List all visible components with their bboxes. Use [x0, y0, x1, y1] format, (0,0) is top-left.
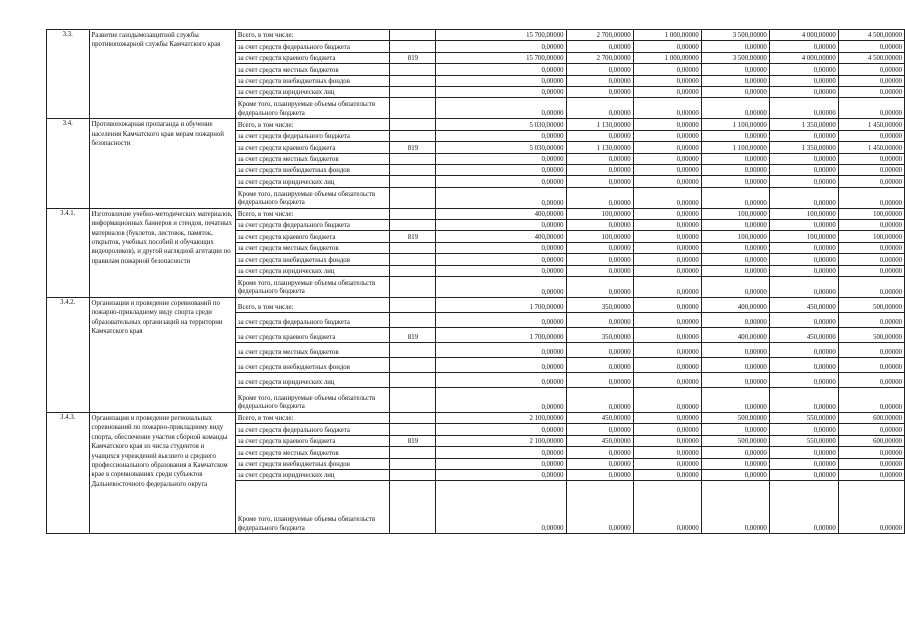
- budget-code: [390, 75, 436, 86]
- amount-cell: 0,00000: [436, 220, 566, 231]
- amount-cell: 0,00000: [566, 98, 633, 119]
- amount-cell: 0,00000: [436, 41, 566, 52]
- budget-code: 819: [390, 52, 436, 63]
- amount-cell: 3 500,00000: [701, 52, 769, 63]
- funding-source-label: за счет средств внебюджетных фондов: [235, 254, 390, 265]
- budget-code: [390, 86, 436, 97]
- funding-source-label: за счет средств юридических лиц: [235, 469, 390, 480]
- amount-cell: 0,00000: [769, 98, 838, 119]
- amount-cell: 0,00000: [436, 424, 566, 435]
- amount-cell: 0,00000: [633, 469, 701, 480]
- amount-cell: 0,00000: [701, 187, 769, 208]
- amount-cell: 0,00000: [566, 75, 633, 86]
- amount-cell: 600,00000: [838, 435, 904, 446]
- amount-cell: 0,00000: [701, 220, 769, 231]
- item-name: Организация и проведение региональных соревнований по пожарно-прикладному виду спорта, обеспечение участия сборной команды Камчатского края из числа студентов и учащихся учреждений высшего и среднего профессионального образования в Камчатском крае в соревнованиях среди субъектов Дальневосточного федерального округа: [89, 413, 235, 534]
- amount-cell: 0,00000: [436, 153, 566, 164]
- amount-cell: 0,00000: [838, 75, 904, 86]
- item-number: 3.4.: [47, 119, 90, 208]
- amount-cell: 15 700,00000: [436, 30, 566, 41]
- amount-cell: 0,00000: [701, 153, 769, 164]
- budget-code: [390, 187, 436, 208]
- amount-cell: 0,00000: [566, 458, 633, 469]
- amount-cell: 0,00000: [701, 64, 769, 75]
- amount-cell: 0,00000: [838, 86, 904, 97]
- amount-cell: 0,00000: [566, 358, 633, 373]
- amount-cell: 0,00000: [633, 164, 701, 175]
- amount-cell: 0,00000: [633, 373, 701, 388]
- amount-cell: 0,00000: [701, 98, 769, 119]
- budget-code: 819: [390, 328, 436, 343]
- amount-cell: 0,00000: [838, 130, 904, 141]
- amount-cell: 0,00000: [701, 481, 769, 534]
- amount-cell: 4 000,00000: [769, 30, 838, 41]
- funding-source-label: за счет средств краевого бюджета: [235, 52, 390, 63]
- amount-cell: 0,00000: [769, 153, 838, 164]
- amount-cell: 0,00000: [838, 187, 904, 208]
- item-number: 3.4.2.: [47, 298, 90, 413]
- amount-cell: 0,00000: [436, 64, 566, 75]
- budget-code: [390, 242, 436, 253]
- budget-code: [390, 41, 436, 52]
- amount-cell: 0,00000: [436, 75, 566, 86]
- amount-cell: 0,00000: [769, 41, 838, 52]
- budget-code: [390, 30, 436, 41]
- amount-cell: 0,00000: [633, 254, 701, 265]
- funding-source-label: за счет средств местных бюджетов: [235, 64, 390, 75]
- funding-source-label: за счет средств юридических лиц: [235, 86, 390, 97]
- budget-code: [390, 313, 436, 328]
- funding-source-label: за счет средств юридических лиц: [235, 176, 390, 187]
- amount-cell: 0,00000: [769, 424, 838, 435]
- budget-code: 819: [390, 142, 436, 153]
- amount-cell: 1 700,00000: [436, 328, 566, 343]
- funding-source-label: за счет средств краевого бюджета: [235, 142, 390, 153]
- amount-cell: 0,00000: [838, 373, 904, 388]
- amount-cell: 0,00000: [566, 447, 633, 458]
- budget-table: [46, 29, 905, 534]
- amount-cell: 550,00000: [769, 435, 838, 446]
- amount-cell: 0,00000: [436, 98, 566, 119]
- funding-source-label: за счет средств юридических лиц: [235, 265, 390, 276]
- amount-cell: 0,00000: [566, 388, 633, 413]
- amount-cell: 0,00000: [838, 343, 904, 358]
- amount-cell: 1 130,00000: [566, 119, 633, 130]
- amount-cell: 450,00000: [769, 298, 838, 313]
- item-number: 3.3.: [47, 30, 90, 119]
- budget-code: [390, 130, 436, 141]
- funding-source-label: Кроме того, планируемые объемы обязательств федерального бюджета: [235, 388, 390, 413]
- amount-cell: 0,00000: [633, 98, 701, 119]
- amount-cell: 0,00000: [633, 119, 701, 130]
- amount-cell: 0,00000: [769, 130, 838, 141]
- amount-cell: 2 100,00000: [436, 413, 566, 424]
- amount-cell: 0,00000: [769, 343, 838, 358]
- amount-cell: 0,00000: [701, 277, 769, 298]
- amount-cell: 400,00000: [436, 208, 566, 219]
- amount-cell: 0,00000: [633, 277, 701, 298]
- budget-code: [390, 176, 436, 187]
- amount-cell: 0,00000: [566, 86, 633, 97]
- budget-code: [390, 469, 436, 480]
- funding-source-label: за счет средств местных бюджетов: [235, 447, 390, 458]
- budget-code: 819: [390, 435, 436, 446]
- amount-cell: 350,00000: [566, 328, 633, 343]
- budget-code: [390, 458, 436, 469]
- amount-cell: 0,00000: [769, 313, 838, 328]
- amount-cell: 3 500,00000: [701, 30, 769, 41]
- amount-cell: 0,00000: [436, 458, 566, 469]
- amount-cell: 0,00000: [769, 481, 838, 534]
- amount-cell: 0,00000: [701, 458, 769, 469]
- funding-source-label: за счет средств федерального бюджета: [235, 424, 390, 435]
- amount-cell: 100,00000: [769, 231, 838, 242]
- amount-cell: 0,00000: [436, 313, 566, 328]
- amount-cell: 0,00000: [769, 469, 838, 480]
- amount-cell: 0,00000: [838, 447, 904, 458]
- amount-cell: 100,00000: [701, 231, 769, 242]
- amount-cell: 0,00000: [436, 388, 566, 413]
- amount-cell: 0,00000: [633, 231, 701, 242]
- amount-cell: 1 450,00000: [838, 119, 904, 130]
- funding-source-label: Кроме того, планируемые объемы обязательств федерального бюджета: [235, 277, 390, 298]
- amount-cell: 0,00000: [633, 481, 701, 534]
- amount-cell: 0,00000: [633, 298, 701, 313]
- amount-cell: 0,00000: [769, 86, 838, 97]
- budget-code: [390, 208, 436, 219]
- budget-code: [390, 98, 436, 119]
- amount-cell: 0,00000: [769, 388, 838, 413]
- amount-cell: 0,00000: [566, 277, 633, 298]
- amount-cell: 0,00000: [701, 358, 769, 373]
- funding-source-label: за счет средств внебюджетных фондов: [235, 164, 390, 175]
- amount-cell: 0,00000: [633, 388, 701, 413]
- amount-cell: 0,00000: [701, 86, 769, 97]
- amount-cell: 0,00000: [633, 458, 701, 469]
- funding-source-label: Кроме того, планируемые объемы обязательств федерального бюджета: [235, 98, 390, 119]
- amount-cell: 0,00000: [769, 176, 838, 187]
- amount-cell: 450,00000: [566, 435, 633, 446]
- amount-cell: 100,00000: [566, 231, 633, 242]
- amount-cell: 0,00000: [769, 164, 838, 175]
- amount-cell: 1 100,00000: [701, 119, 769, 130]
- amount-cell: 2 700,00000: [566, 30, 633, 41]
- amount-cell: 0,00000: [838, 313, 904, 328]
- amount-cell: 0,00000: [436, 86, 566, 97]
- amount-cell: 0,00000: [633, 413, 701, 424]
- amount-cell: 0,00000: [566, 254, 633, 265]
- amount-cell: 0,00000: [436, 469, 566, 480]
- amount-cell: 500,00000: [701, 435, 769, 446]
- amount-cell: 1 000,00000: [633, 30, 701, 41]
- funding-source-label: Всего, в том числе:: [235, 119, 390, 130]
- amount-cell: 0,00000: [701, 388, 769, 413]
- amount-cell: 0,00000: [838, 242, 904, 253]
- amount-cell: 0,00000: [769, 458, 838, 469]
- amount-cell: 4 500,00000: [838, 52, 904, 63]
- amount-cell: 0,00000: [633, 187, 701, 208]
- amount-cell: 450,00000: [769, 328, 838, 343]
- amount-cell: 0,00000: [838, 64, 904, 75]
- amount-cell: 0,00000: [566, 242, 633, 253]
- amount-cell: 400,00000: [701, 298, 769, 313]
- amount-cell: 0,00000: [633, 41, 701, 52]
- amount-cell: 0,00000: [436, 176, 566, 187]
- amount-cell: 1 100,00000: [701, 142, 769, 153]
- amount-cell: 15 700,00000: [436, 52, 566, 63]
- amount-cell: 0,00000: [633, 343, 701, 358]
- amount-cell: 0,00000: [701, 313, 769, 328]
- amount-cell: 0,00000: [701, 447, 769, 458]
- amount-cell: 0,00000: [701, 242, 769, 253]
- funding-source-label: Всего, в том числе:: [235, 413, 390, 424]
- amount-cell: 0,00000: [633, 313, 701, 328]
- funding-source-label: за счет средств краевого бюджета: [235, 231, 390, 242]
- amount-cell: 0,00000: [566, 164, 633, 175]
- amount-cell: 0,00000: [633, 176, 701, 187]
- amount-cell: 0,00000: [838, 41, 904, 52]
- budget-table-body: [47, 30, 905, 534]
- amount-cell: 100,00000: [838, 231, 904, 242]
- amount-cell: 0,00000: [701, 424, 769, 435]
- amount-cell: 0,00000: [633, 75, 701, 86]
- budget-code: [390, 447, 436, 458]
- amount-cell: 100,00000: [701, 208, 769, 219]
- amount-cell: 2 100,00000: [436, 435, 566, 446]
- amount-cell: 0,00000: [838, 254, 904, 265]
- budget-code: 819: [390, 231, 436, 242]
- budget-code: [390, 153, 436, 164]
- amount-cell: 450,00000: [566, 413, 633, 424]
- amount-cell: 1 130,00000: [566, 142, 633, 153]
- amount-cell: 350,00000: [566, 298, 633, 313]
- table-row: [47, 298, 905, 313]
- funding-source-label: за счет средств федерального бюджета: [235, 220, 390, 231]
- amount-cell: 0,00000: [436, 254, 566, 265]
- amount-cell: 0,00000: [436, 481, 566, 534]
- amount-cell: 1 350,00000: [769, 142, 838, 153]
- amount-cell: 0,00000: [838, 265, 904, 276]
- amount-cell: 0,00000: [701, 130, 769, 141]
- budget-code: [390, 298, 436, 313]
- amount-cell: 0,00000: [838, 481, 904, 534]
- table-row: [47, 208, 905, 219]
- budget-code: [390, 164, 436, 175]
- funding-source-label: за счет средств федерального бюджета: [235, 130, 390, 141]
- amount-cell: 0,00000: [769, 358, 838, 373]
- budget-code: [390, 358, 436, 373]
- amount-cell: 0,00000: [769, 242, 838, 253]
- budget-code: [390, 388, 436, 413]
- amount-cell: 0,00000: [566, 313, 633, 328]
- amount-cell: 0,00000: [769, 373, 838, 388]
- funding-source-label: Всего, в том числе:: [235, 298, 390, 313]
- amount-cell: 0,00000: [838, 458, 904, 469]
- item-number: 3.4.1.: [47, 208, 90, 297]
- amount-cell: 5 030,00000: [436, 142, 566, 153]
- amount-cell: 100,00000: [769, 208, 838, 219]
- amount-cell: 0,00000: [566, 469, 633, 480]
- amount-cell: 0,00000: [633, 142, 701, 153]
- funding-source-label: за счет средств внебюджетных фондов: [235, 75, 390, 86]
- amount-cell: 1 000,00000: [633, 52, 701, 63]
- amount-cell: 0,00000: [838, 153, 904, 164]
- amount-cell: 400,00000: [701, 328, 769, 343]
- amount-cell: 5 030,00000: [436, 119, 566, 130]
- amount-cell: 0,00000: [436, 447, 566, 458]
- budget-code: [390, 277, 436, 298]
- amount-cell: 500,00000: [838, 298, 904, 313]
- amount-cell: 4 000,00000: [769, 52, 838, 63]
- budget-code: [390, 265, 436, 276]
- item-name: Развитие газодымозащитной службы противопожарной службы Камчатского края: [89, 30, 235, 119]
- funding-source-label: за счет средств местных бюджетов: [235, 343, 390, 358]
- amount-cell: 0,00000: [566, 265, 633, 276]
- amount-cell: 0,00000: [633, 435, 701, 446]
- amount-cell: 0,00000: [769, 254, 838, 265]
- amount-cell: 1 350,00000: [769, 119, 838, 130]
- funding-source-label: за счет средств местных бюджетов: [235, 242, 390, 253]
- amount-cell: 0,00000: [633, 424, 701, 435]
- amount-cell: 0,00000: [436, 164, 566, 175]
- amount-cell: 0,00000: [838, 469, 904, 480]
- amount-cell: 0,00000: [701, 343, 769, 358]
- amount-cell: 0,00000: [566, 373, 633, 388]
- amount-cell: 0,00000: [838, 176, 904, 187]
- funding-source-label: за счет средств федерального бюджета: [235, 313, 390, 328]
- table-row: [47, 119, 905, 130]
- funding-source-label: за счет средств внебюджетных фондов: [235, 458, 390, 469]
- amount-cell: 500,00000: [701, 413, 769, 424]
- amount-cell: 0,00000: [436, 187, 566, 208]
- amount-cell: 0,00000: [769, 64, 838, 75]
- table-row: [47, 413, 905, 424]
- amount-cell: 0,00000: [566, 220, 633, 231]
- amount-cell: 0,00000: [838, 424, 904, 435]
- amount-cell: 0,00000: [436, 277, 566, 298]
- budget-code: [390, 220, 436, 231]
- amount-cell: 0,00000: [701, 176, 769, 187]
- amount-cell: 0,00000: [436, 265, 566, 276]
- amount-cell: 0,00000: [566, 187, 633, 208]
- amount-cell: 0,00000: [769, 75, 838, 86]
- amount-cell: 0,00000: [566, 64, 633, 75]
- amount-cell: 0,00000: [566, 153, 633, 164]
- amount-cell: 2 700,00000: [566, 52, 633, 63]
- amount-cell: 0,00000: [436, 358, 566, 373]
- amount-cell: 0,00000: [701, 75, 769, 86]
- amount-cell: 0,00000: [838, 358, 904, 373]
- amount-cell: 0,00000: [633, 208, 701, 219]
- budget-code: [390, 254, 436, 265]
- amount-cell: 0,00000: [769, 265, 838, 276]
- amount-cell: 0,00000: [633, 358, 701, 373]
- amount-cell: 0,00000: [566, 481, 633, 534]
- amount-cell: 0,00000: [436, 373, 566, 388]
- amount-cell: 550,00000: [769, 413, 838, 424]
- amount-cell: 0,00000: [436, 242, 566, 253]
- budget-code: [390, 64, 436, 75]
- amount-cell: 0,00000: [701, 254, 769, 265]
- budget-code: [390, 119, 436, 130]
- amount-cell: 0,00000: [838, 164, 904, 175]
- amount-cell: 500,00000: [838, 328, 904, 343]
- amount-cell: 0,00000: [566, 343, 633, 358]
- amount-cell: 0,00000: [769, 447, 838, 458]
- funding-source-label: за счет средств федерального бюджета: [235, 41, 390, 52]
- item-name: Изготовление учебно-методических материалов, информационных баннеров и стендов, печатных материалов (буклетов, листовок, памяток, открыток, учебных пособий и обучающих видеороликов), и другой наглядной агитации по правилам пожарной безопасности: [89, 208, 235, 297]
- funding-source-label: за счет средств юридических лиц: [235, 373, 390, 388]
- amount-cell: 0,00000: [566, 176, 633, 187]
- funding-source-label: Кроме того, планируемые объемы обязательств федерального бюджета: [235, 187, 390, 208]
- amount-cell: 0,00000: [633, 447, 701, 458]
- item-name: Организация и проведение соревнований по пожарно-прикладному виду спорта среди образовательных организаций на территории Камчатского края: [89, 298, 235, 413]
- funding-source-label: Всего, в том числе:: [235, 208, 390, 219]
- budget-code: [390, 343, 436, 358]
- amount-cell: 0,00000: [436, 343, 566, 358]
- amount-cell: 0,00000: [838, 388, 904, 413]
- amount-cell: 0,00000: [701, 373, 769, 388]
- amount-cell: 0,00000: [769, 187, 838, 208]
- amount-cell: 0,00000: [633, 153, 701, 164]
- budget-code: [390, 373, 436, 388]
- amount-cell: 0,00000: [633, 265, 701, 276]
- item-name: Противопожарная пропаганда и обучение населения Камчатского края мерам пожарной безопасности: [89, 119, 235, 208]
- amount-cell: 0,00000: [566, 130, 633, 141]
- amount-cell: 0,00000: [633, 64, 701, 75]
- amount-cell: 4 500,00000: [838, 30, 904, 41]
- amount-cell: 600,00000: [838, 413, 904, 424]
- amount-cell: 0,00000: [633, 242, 701, 253]
- budget-code: [390, 481, 436, 534]
- amount-cell: 0,00000: [838, 220, 904, 231]
- budget-sheet: [46, 29, 905, 534]
- amount-cell: 0,00000: [633, 328, 701, 343]
- funding-source-label: Кроме того, планируемые объемы обязательств федерального бюджета: [235, 481, 390, 534]
- funding-source-label: за счет средств краевого бюджета: [235, 328, 390, 343]
- amount-cell: 1 450,00000: [838, 142, 904, 153]
- amount-cell: 1 700,00000: [436, 298, 566, 313]
- amount-cell: 0,00000: [701, 41, 769, 52]
- amount-cell: 0,00000: [633, 220, 701, 231]
- amount-cell: 100,00000: [838, 208, 904, 219]
- amount-cell: 0,00000: [633, 130, 701, 141]
- amount-cell: 0,00000: [566, 424, 633, 435]
- funding-source-label: за счет средств краевого бюджета: [235, 435, 390, 446]
- amount-cell: 0,00000: [838, 277, 904, 298]
- funding-source-label: за счет средств местных бюджетов: [235, 153, 390, 164]
- amount-cell: 0,00000: [566, 41, 633, 52]
- item-number: 3.4.3.: [47, 413, 90, 534]
- budget-code: [390, 424, 436, 435]
- amount-cell: 0,00000: [701, 469, 769, 480]
- budget-code: [390, 413, 436, 424]
- funding-source-label: Всего, в том числе:: [235, 30, 390, 41]
- funding-source-label: за счет средств внебюджетных фондов: [235, 358, 390, 373]
- amount-cell: 0,00000: [769, 220, 838, 231]
- amount-cell: 0,00000: [436, 130, 566, 141]
- amount-cell: 0,00000: [769, 277, 838, 298]
- amount-cell: 0,00000: [838, 98, 904, 119]
- amount-cell: 0,00000: [701, 164, 769, 175]
- amount-cell: 100,00000: [566, 208, 633, 219]
- amount-cell: 0,00000: [633, 86, 701, 97]
- amount-cell: 400,00000: [436, 231, 566, 242]
- amount-cell: 0,00000: [701, 265, 769, 276]
- table-row: [47, 30, 905, 41]
